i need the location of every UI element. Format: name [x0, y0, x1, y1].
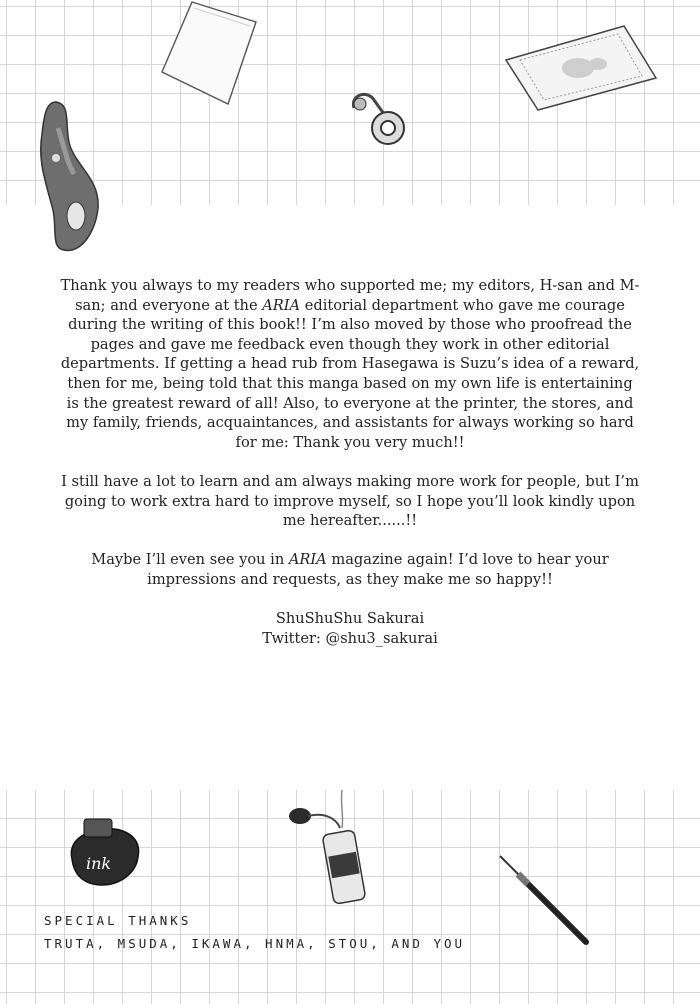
special-thanks-heading: SPECIAL THANKS: [44, 913, 192, 928]
letter-paragraph-promise: I still have a lot to learn and am always making more work for people, but I’m going to work extra hard to improve myself, so I hope you’ll look kindly upon me hereafter......!!: [61, 472, 639, 530]
author-twitter: Twitter: @shu3_sakurai: [262, 629, 438, 647]
dip-pen-icon: [494, 852, 594, 948]
afterword-letter: [60, 276, 640, 648]
magazine-name: ARIA: [288, 551, 327, 569]
letter-paragraph-magazine: Maybe I’ll even see you in ARIA magazine again! I’d love to hear your impressions and requests, as they make me so happy!!: [91, 551, 609, 588]
special-thanks-names: TRUTA, MSUDA, IKAWA, HNMA, STOU, AND YOU: [44, 936, 466, 951]
tape-dispenser-icon: [346, 88, 410, 152]
correction-fluid-icon: [284, 784, 374, 908]
special-thanks-section: [44, 913, 465, 959]
author-signature: ShuShuShu Sakurai: [275, 610, 425, 628]
french-curve-icon: [34, 98, 106, 258]
ink-bottle-icon: [66, 815, 146, 890]
ink-bottle-label: ink: [86, 854, 112, 873]
letter-paragraph-thanks: Thank you always to my readers who supported me; my editors, H-san and M-san; and everyone at the ARIA editorial department who gave me courage during the writing of this book!! I’m also moved by those who proofread the pages and gave me feedback even though they work in other editorial departments. If getting a head rub from Hasegawa is Suzu’s idea of a reward, then for me, being told that this manga based on my own life is entertaining is the greatest reward of all! Also, to everyone at the printer, the stores, and my family, friends, acquaintances, and assistants for always working so hard for me: Thank you very much!!: [60, 277, 640, 451]
magazine-name: ARIA: [262, 296, 301, 314]
paper-sheet-icon: [158, 0, 268, 110]
manuscript-paper-icon: [500, 24, 660, 114]
